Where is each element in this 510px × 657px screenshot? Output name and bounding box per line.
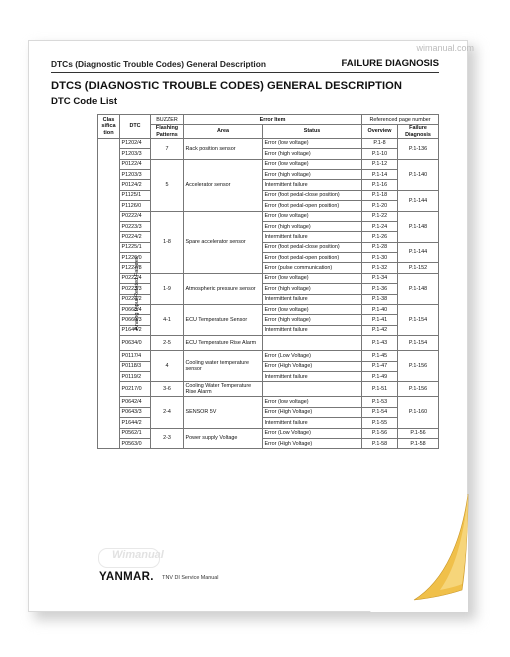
status-cell: Error (High Voltage) [263,361,362,371]
overview-page-cell: P.1-30 [362,253,398,263]
brand-logo-text: YANMAR. [99,571,154,583]
dtc-cell: P0222/4 [120,211,151,221]
failure-diagnosis-cell: P.1-156 [398,382,439,397]
area-cell: Cooling water temperature sensor [184,351,263,382]
dtc-cell: P0634/0 [120,336,151,351]
table-row [98,190,439,200]
status-cell: Error (High Voltage) [263,438,362,448]
table-row [98,336,439,351]
page-subtitle: DTC Code List [51,96,118,107]
flashing-pattern-cell: 2-3 [151,428,184,449]
status-cell: Error (low voltage) [263,138,362,148]
watermark-bottom: Wimanual [112,549,164,561]
dtc-cell: P0563/0 [120,438,151,448]
table-row [98,232,439,242]
dtc-cell: P1227/8 [120,263,151,273]
table-row [98,372,439,382]
dtc-cell: P0224/2 [120,232,151,242]
status-cell: Intermittent failure [263,294,362,304]
dtc-cell: P0562/1 [120,428,151,438]
table-row [98,221,439,231]
th-error-item: Error Item [184,115,362,125]
flashing-pattern-cell: 7 [151,138,184,159]
dtc-cell: P0668/4 [120,305,151,315]
overview-page-cell: P.1-22 [362,211,398,221]
table-row [98,397,439,407]
area-cell: Cooling Water Temperature Rise Alarm [184,382,263,397]
dtc-cell: P1126/0 [120,201,151,211]
overview-page-cell: P.1-26 [362,232,398,242]
dtc-cell: P0223/3 [120,284,151,294]
failure-diagnosis-cell: P.1-152 [398,263,439,273]
status-cell: Intermittent failure [263,372,362,382]
dtc-cell: P0217/0 [120,382,151,397]
watermark-top: wimanual.com [416,43,474,53]
table-row [98,169,439,179]
dtc-cell: P0224/2 [120,294,151,304]
overview-page-cell: P.1-16 [362,180,398,190]
status-cell [263,336,362,351]
failure-diagnosis-cell: P.1-148 [398,273,439,304]
page-title: DTCS (DIAGNOSTIC TROUBLE CODES) GENERAL DESCRIPTION [51,80,403,92]
area-cell: ECU Temperature Sensor [184,305,263,336]
status-cell: Error (low voltage) [263,305,362,315]
dtc-cell: P0124/2 [120,180,151,190]
header-section: DTCs (Diagnostic Trouble Codes) General Description [51,59,266,69]
status-cell: Intermittent failure [263,418,362,428]
overview-page-cell: P.1-43 [362,336,398,351]
overview-page-cell: P.1-12 [362,159,398,169]
status-cell: Error (pulse communication) [263,263,362,273]
dtc-cell: P0642/4 [120,397,151,407]
th-buzzer: BUZZER [151,115,184,125]
overview-page-cell: P.1-8 [362,138,398,148]
dtc-cell: P0222/4 [120,273,151,283]
status-cell: Intermittent failure [263,325,362,335]
table-row [98,273,439,283]
classification-label: Analog Input Related Failures [133,256,140,331]
overview-page-cell: P.1-14 [362,169,398,179]
flashing-pattern-cell: 2-4 [151,397,184,428]
status-cell: Error (High Voltage) [263,407,362,417]
table-row [98,294,439,304]
failure-diagnosis-cell: P.1-144 [398,242,439,263]
area-cell: Atmospheric pressure sensor [184,273,263,304]
overview-page-cell: P.1-55 [362,418,398,428]
overview-page-cell: P.1-38 [362,294,398,304]
dtc-cell: P1644/2 [120,325,151,335]
page-curl-icon [370,494,470,616]
table-row [98,325,439,335]
area-cell: Spare accelerator sensor [184,211,263,273]
table-row [98,180,439,190]
dtc-cell: P1225/1 [120,242,151,252]
flashing-pattern-cell: 4-1 [151,305,184,336]
overview-page-cell: P.1-58 [362,438,398,448]
table-row [98,361,439,371]
th-area: Area [184,125,263,138]
dtc-table [97,114,439,449]
failure-diagnosis-cell: P.1-148 [398,211,439,242]
overview-page-cell: P.1-18 [362,190,398,200]
failure-diagnosis-cell: P.1-144 [398,190,439,211]
th-overview: Overview [362,125,398,138]
status-cell: Error (low voltage) [263,159,362,169]
area-cell: Rack position sensor [184,138,263,159]
overview-page-cell: P.1-28 [362,242,398,252]
status-cell: Error (foot pedal-close position) [263,190,362,200]
table-row [98,263,439,273]
status-cell: Error (high voltage) [263,284,362,294]
dtc-cell: P1226/0 [120,253,151,263]
failure-diagnosis-cell: P.1-154 [398,305,439,336]
failure-diagnosis-cell: P.1-58 [398,438,439,448]
failure-diagnosis-cell: P.1-56 [398,428,439,438]
dtc-cell: P0119/2 [120,372,151,382]
header-chapter: FAILURE DIAGNOSIS [341,58,439,69]
area-cell: ECU Temperature Rise Alarm [184,336,263,351]
overview-page-cell: P.1-53 [362,397,398,407]
failure-diagnosis-cell: P.1-156 [398,351,439,382]
th-flashing: Flashing Patterns [151,125,184,138]
area-cell: SENSOR 5V [184,397,263,428]
status-cell: Error (foot pedal-open position) [263,253,362,263]
flashing-pattern-cell: 5 [151,159,184,211]
dtc-cell: P0223/3 [120,221,151,231]
table-row [98,418,439,428]
flashing-pattern-cell: 1-8 [151,211,184,273]
table-row [98,438,439,448]
flashing-pattern-cell: 2-5 [151,336,184,351]
table-row [98,382,439,397]
status-cell: Error (Low Voltage) [263,351,362,361]
dtc-cell: P0118/3 [120,361,151,371]
failure-diagnosis-cell: P.1-140 [398,159,439,190]
status-cell [263,382,362,397]
table-row [98,315,439,325]
th-ref: Referenced page number [362,115,439,125]
table-row [98,149,439,159]
th-status: Status [263,125,362,138]
table-row [98,159,439,169]
dtc-cell: P0669/3 [120,315,151,325]
dtc-cell: P1202/4 [120,138,151,148]
table-row [98,284,439,294]
dtc-cell: P0117/4 [120,351,151,361]
overview-page-cell: P.1-45 [362,351,398,361]
dtc-cell: P0643/3 [120,407,151,417]
table-row [98,138,439,148]
status-cell: Intermittent failure [263,232,362,242]
table-row [98,428,439,438]
overview-page-cell: P.1-32 [362,263,398,273]
th-dtc: DTC [120,115,151,139]
status-cell: Error (high voltage) [263,149,362,159]
dtc-cell: P1203/3 [120,169,151,179]
failure-diagnosis-cell: P.1-160 [398,397,439,428]
dtc-cell: P1644/2 [120,418,151,428]
overview-page-cell: P.1-34 [362,273,398,283]
manual-name: TNV DI Service Manual [162,575,219,581]
area-cell: Accelerator sensor [184,159,263,211]
overview-page-cell: P.1-42 [362,325,398,335]
status-cell: Error (high voltage) [263,221,362,231]
table-row [98,242,439,252]
th-failure: Failure Diagnosis [398,125,439,138]
overview-page-cell: P.1-10 [362,149,398,159]
failure-diagnosis-cell: P.1-136 [398,138,439,159]
table-row [98,253,439,263]
table-row [98,305,439,315]
overview-page-cell: P.1-41 [362,315,398,325]
table-row [98,211,439,221]
overview-page-cell: P.1-56 [362,428,398,438]
status-cell: Error (low voltage) [263,211,362,221]
overview-page-cell: P.1-51 [362,382,398,397]
overview-page-cell: P.1-47 [362,361,398,371]
failure-diagnosis-cell: P.1-154 [398,336,439,351]
running-header [51,58,439,73]
status-cell: Error (foot pedal-close position) [263,242,362,252]
dtc-cell: P1203/3 [120,149,151,159]
status-cell: Error (low voltage) [263,273,362,283]
th-classification: Clas sifica tion [98,115,120,139]
overview-page-cell: P.1-24 [362,221,398,231]
table-row [98,351,439,361]
flashing-pattern-cell: 3-6 [151,382,184,397]
status-cell: Error (high voltage) [263,315,362,325]
flashing-pattern-cell: 1-9 [151,273,184,304]
area-cell: Power supply Voltage [184,428,263,449]
status-cell: Intermittent failure [263,180,362,190]
overview-page-cell: P.1-36 [362,284,398,294]
status-cell: Error (low voltage) [263,397,362,407]
dtc-cell: P1125/1 [120,190,151,200]
status-cell: Error (Low Voltage) [263,428,362,438]
overview-page-cell: P.1-40 [362,305,398,315]
overview-page-cell: P.1-20 [362,201,398,211]
flashing-pattern-cell: 4 [151,351,184,382]
status-cell: Error (foot pedal-open position) [263,201,362,211]
overview-page-cell: P.1-49 [362,372,398,382]
table-row [98,201,439,211]
table-row [98,407,439,417]
dtc-table-body [98,138,439,449]
overview-page-cell: P.1-54 [362,407,398,417]
dtc-cell: P0122/4 [120,159,151,169]
page-footer [99,567,219,585]
status-cell: Error (high voltage) [263,169,362,179]
